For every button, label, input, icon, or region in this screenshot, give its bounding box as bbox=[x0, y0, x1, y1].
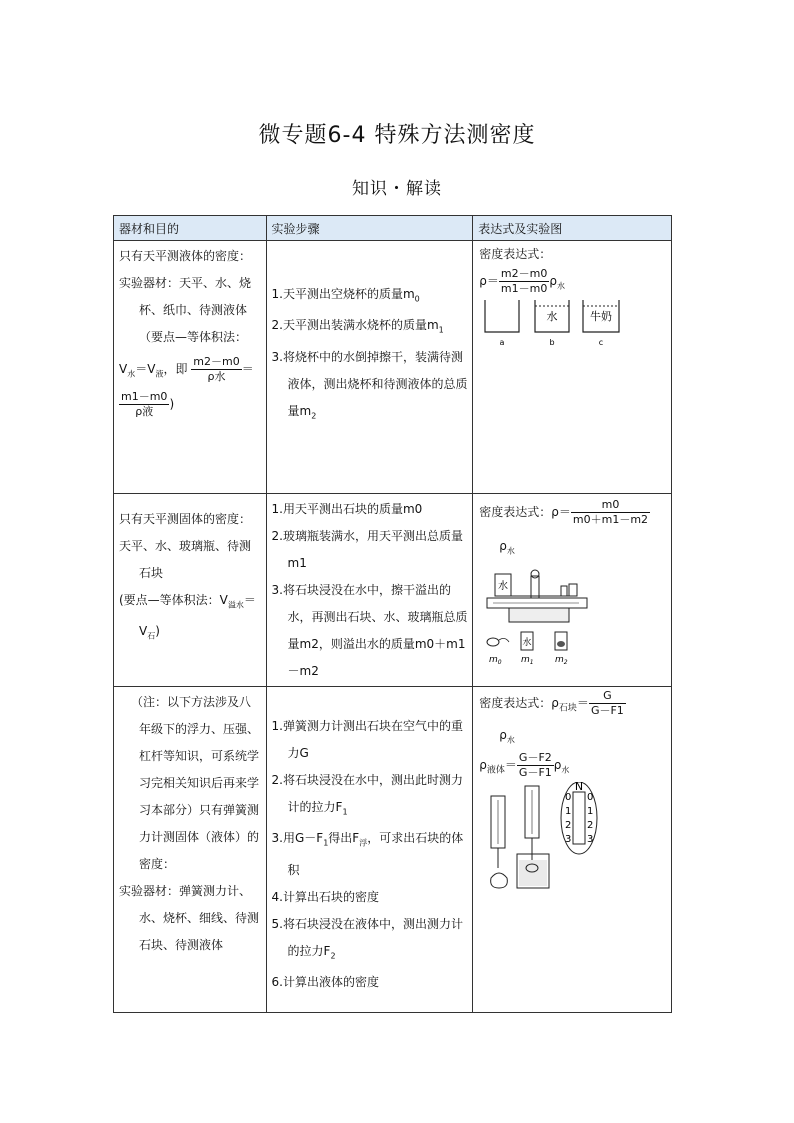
row3-step-5: 5.将石块浸没在液体中，测出测力计的拉力$F_2$ bbox=[271, 916, 463, 961]
balance-figure bbox=[479, 556, 669, 668]
row2-expression-formula: 密度表达式：ρ＝ $\frac{m0}{m0+m1-m2}$ bbox=[479, 498, 649, 526]
row1-expression-formula: ρ＝ $\frac{m2-m0}{m1-m0}$ $\rho_水$ bbox=[479, 267, 565, 295]
row3-step-1: 1.弹簧测力计测出石块在空气中的重力G bbox=[271, 719, 463, 760]
spring-scale-figure bbox=[479, 782, 669, 902]
row3-note: （注：以下方法涉及八年级下的浮力、压强、杠杆等知识，可系统学习完相关知识后再来学习本部分）只有弹簧测力计测固体（液体）的密度： bbox=[131, 695, 260, 871]
header-steps: 实验步骤 bbox=[266, 216, 473, 241]
fig-label-b: b bbox=[549, 338, 555, 347]
row2-materials: 天平、水、玻璃瓶、待测石块 bbox=[119, 539, 252, 580]
row2-step-1: 1.用天平测出石块的质量m0 bbox=[271, 502, 423, 516]
water-jar bbox=[495, 574, 511, 596]
row1-purpose: 只有天平测液体的密度： bbox=[119, 249, 252, 263]
row3-step-6: 6.计算出液体的密度 bbox=[271, 975, 379, 990]
row2-steps bbox=[266, 494, 473, 687]
row1-formula-line2: $\frac{m1-m0}{\text{ρ液}}$ ) bbox=[121, 390, 175, 418]
svg-text:m1: $m_1$ bbox=[521, 655, 534, 667]
row1-fraction-liquid: $\frac{m1-m0}{\text{ρ液}}$ bbox=[121, 390, 168, 418]
table-row bbox=[114, 241, 672, 494]
row1-step-1: 1.天平测出空烧杯的质量$m_0$ bbox=[271, 287, 420, 304]
beakers-figure bbox=[479, 298, 669, 358]
row2-expression-tail: $\rho_水$ bbox=[499, 539, 515, 556]
table-header-row bbox=[114, 216, 672, 241]
row3-materials: 实验器材：弹簧测力计、水、烧杯、细线、待测石块、待测液体 bbox=[119, 884, 260, 952]
stone-m0 bbox=[487, 638, 509, 666]
row2-key-point: (要点—等体积法：$V_{溢水}=V_石$) bbox=[119, 593, 256, 641]
page-title: 微专题6-4 特殊方法测密度 bbox=[258, 123, 536, 148]
row3-expression-stone: 密度表达式：$\rho_{石块}=$ $\frac{G}{G-F1}$ bbox=[479, 689, 624, 717]
row1-expression bbox=[473, 241, 672, 494]
row3-expression bbox=[473, 687, 672, 1013]
row3-equipment bbox=[114, 687, 267, 1013]
svg-text:3: 3 bbox=[565, 834, 572, 846]
row3-expression-liquid: $\rho_{液体}=$ $\frac{G-F2}{G-F1}$ $\rho_水$ bbox=[479, 751, 570, 780]
jar-m1 bbox=[521, 632, 534, 666]
row1-step-3: 3.将烧杯中的水倒掉擦干，装满待测液体，测出烧杯和待测液体的总质量$m_2$ bbox=[271, 349, 468, 421]
row3-steps bbox=[266, 687, 473, 1013]
row1-fraction-water: $\frac{m2-m0}{\text{ρ水}}$ bbox=[193, 355, 240, 383]
scale-zoom bbox=[561, 782, 597, 854]
row2-expression bbox=[473, 494, 672, 687]
spring-scale-1 bbox=[491, 796, 508, 888]
row1-materials: 实验器材：天平、水、烧杯、纸巾、待测液体（要点—等体积法： bbox=[119, 276, 252, 344]
fig-label-c: c bbox=[599, 338, 604, 347]
method-table bbox=[113, 215, 672, 1013]
beaker-b-water bbox=[535, 300, 569, 332]
jar-m2 bbox=[555, 632, 568, 666]
row3-expression-stone-tail: $\rho_水$ bbox=[499, 728, 515, 745]
svg-text:水: 水 bbox=[522, 638, 532, 649]
svg-text:m2: $m_2$ bbox=[555, 655, 568, 667]
beaker-a bbox=[485, 300, 519, 332]
spring-scale-2 bbox=[517, 786, 549, 888]
svg-text:水: 水 bbox=[546, 310, 558, 323]
row3-step-2: 2.将石块浸没在水中，测出此时测力计的拉力$F_1$ bbox=[271, 773, 463, 817]
fig-label-a: a bbox=[499, 338, 505, 347]
page-subtitle: 知识・解读 bbox=[352, 179, 442, 199]
svg-text:牛奶: 牛奶 bbox=[590, 310, 613, 323]
row1-step-2: 2.天平测出装满水烧杯的质量$m_1$ bbox=[271, 318, 444, 335]
svg-text:2: 2 bbox=[587, 820, 594, 832]
row1-steps bbox=[266, 241, 473, 494]
svg-text:0: 0 bbox=[587, 792, 594, 804]
row2-equipment bbox=[114, 494, 267, 687]
svg-text:N: N bbox=[575, 782, 584, 794]
beaker-c-milk bbox=[583, 300, 619, 332]
table-row bbox=[114, 687, 672, 1013]
svg-text:3: 3 bbox=[587, 834, 594, 846]
row1-equipment bbox=[114, 241, 267, 494]
row3-step-3: 3.用$G-F_1$得出$F_浮$，可求出石块的体积 bbox=[271, 831, 464, 877]
row2-step-2: 2.玻璃瓶装满水，用天平测出总质量m1 bbox=[271, 529, 463, 570]
row1-formula-line: $V_水=V_液$，即 $\frac{m2-m0}{\text{ρ水}}$ ＝ bbox=[119, 355, 254, 383]
svg-text:1: 1 bbox=[565, 806, 572, 818]
row2-step-3: 3.将石块浸没在水中，擦干溢出的水，再测出石块、水、玻璃瓶总质量m2，则溢出水的质量m0＋m1－m2 bbox=[271, 583, 468, 678]
svg-text:1: 1 bbox=[587, 806, 594, 818]
header-equipment: 器材和目的 bbox=[114, 216, 267, 241]
header-expression: 表达式及实验图 bbox=[473, 216, 672, 241]
svg-text:0: 0 bbox=[565, 792, 572, 804]
row1-expression-label: 密度表达式： bbox=[479, 247, 552, 261]
row2-purpose: 只有天平测固体的密度： bbox=[119, 512, 252, 526]
svg-text:水: 水 bbox=[498, 581, 509, 593]
svg-text:2: 2 bbox=[565, 820, 572, 832]
row3-step-4: 4.计算出石块的密度 bbox=[271, 889, 379, 904]
table-row bbox=[114, 494, 672, 687]
svg-text:m0: $m_0$ bbox=[489, 655, 502, 667]
weights bbox=[561, 584, 577, 596]
